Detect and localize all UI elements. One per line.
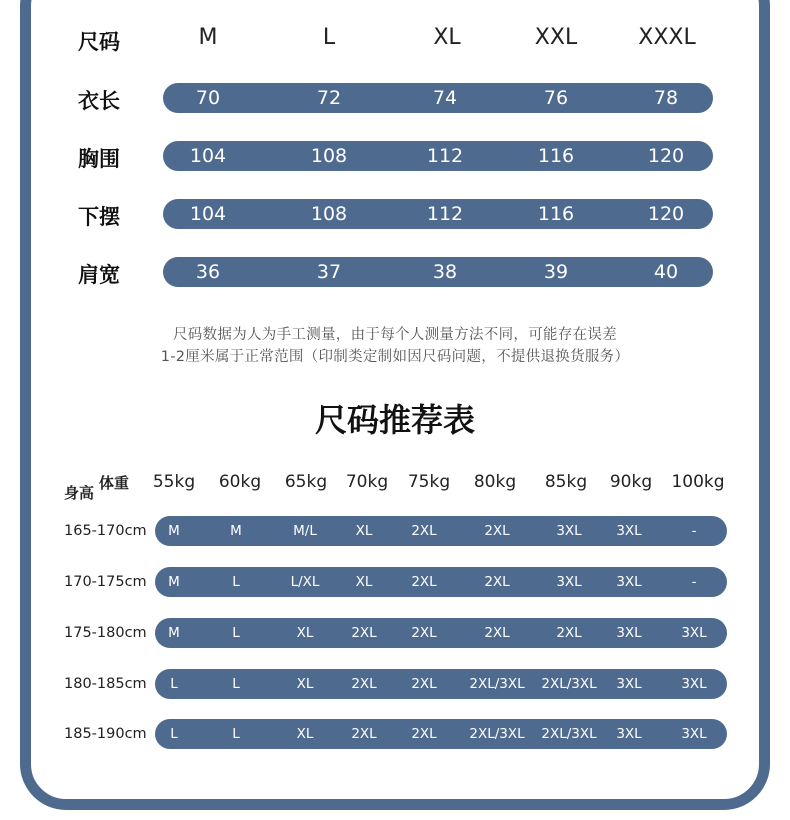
size-header: XXXL <box>638 25 696 50</box>
size-cell: 3XL <box>681 726 707 742</box>
size-cell: 3XL <box>681 676 707 692</box>
size-cell: 2XL <box>411 574 437 590</box>
weight-header: 90kg <box>609 472 653 492</box>
measure-value: 120 <box>647 203 685 225</box>
weight-header: 65kg <box>284 472 328 492</box>
size-cell: 2XL/3XL <box>541 676 597 692</box>
size-header: M <box>198 25 218 50</box>
size-cell: XL <box>296 676 314 692</box>
size-cell: 3XL <box>556 523 582 539</box>
size-cell: M <box>168 574 180 590</box>
height-label: 175-180cm <box>64 625 147 641</box>
size-cell: 2XL <box>411 676 437 692</box>
size-cell: 3XL <box>616 625 642 641</box>
measurement-note-line1: 尺码数据为人为手工测量，由于每个人测量方法不同，可能存在误差 <box>173 327 617 343</box>
measure-label: 肩宽 <box>78 263 120 287</box>
size-cell: M/L <box>293 523 317 539</box>
measure-value: 40 <box>653 261 679 283</box>
measure-row <box>163 257 713 287</box>
size-cell: L <box>170 726 178 742</box>
size-cell: 3XL <box>616 574 642 590</box>
size-cell: 2XL <box>351 676 377 692</box>
size-cell: L <box>232 726 240 742</box>
measure-row <box>163 141 713 171</box>
size-cell: 3XL <box>681 625 707 641</box>
size-cell: - <box>691 523 697 539</box>
measure-label: 胸围 <box>78 147 120 171</box>
size-cell: 2XL <box>484 625 510 641</box>
measure-value: 112 <box>426 203 464 225</box>
size-cell: 2XL/3XL <box>541 726 597 742</box>
size-cell: L <box>232 574 240 590</box>
measure-value: 112 <box>426 145 464 167</box>
size-header: XL <box>433 25 461 50</box>
size-cell: - <box>691 574 697 590</box>
size-cell: L <box>232 625 240 641</box>
size-cell: 2XL/3XL <box>469 676 525 692</box>
weight-header: 100kg <box>671 472 725 492</box>
size-cell: 2XL <box>411 523 437 539</box>
size-cell: 2XL <box>411 625 437 641</box>
corner-height-label: 身高 <box>64 484 95 502</box>
weight-header: 70kg <box>345 472 389 492</box>
measure-value: 116 <box>537 203 575 225</box>
size-cell: M <box>168 625 180 641</box>
size-cell: XL <box>355 574 373 590</box>
height-label: 165-170cm <box>64 523 147 539</box>
height-label: 185-190cm <box>64 726 147 742</box>
measure-value: 70 <box>195 87 221 109</box>
size-cell: L <box>170 676 178 692</box>
size-cell: XL <box>296 625 314 641</box>
measure-value: 120 <box>647 145 685 167</box>
height-label: 180-185cm <box>64 676 147 692</box>
size-cell: 2XL <box>351 726 377 742</box>
measure-label: 衣长 <box>78 89 120 113</box>
size-cell: M <box>168 523 180 539</box>
size-cell: XL <box>355 523 373 539</box>
weight-header: 55kg <box>152 472 196 492</box>
size-cell: L <box>232 676 240 692</box>
measure-value: 36 <box>195 261 221 283</box>
recommend-title: 尺码推荐表 <box>314 401 475 439</box>
size-cell: 3XL <box>616 676 642 692</box>
recommend-row <box>155 669 727 699</box>
size-cell: 2XL <box>484 574 510 590</box>
weight-header: 75kg <box>407 472 451 492</box>
size-cell: M <box>230 523 242 539</box>
weight-header: 80kg <box>473 472 517 492</box>
size-cell: 2XL/3XL <box>469 726 525 742</box>
corner-weight-label: 体重 <box>99 474 130 492</box>
measure-value: 108 <box>310 145 348 167</box>
measure-label: 下摆 <box>78 205 120 229</box>
recommend-row <box>155 719 727 749</box>
measure-value: 78 <box>653 87 679 109</box>
measure-value: 39 <box>543 261 569 283</box>
measure-value: 104 <box>189 145 227 167</box>
size-header: L <box>322 25 336 50</box>
size-corner-label: 尺码 <box>78 30 120 54</box>
height-label: 170-175cm <box>64 574 147 590</box>
measurement-note-line2: 1-2厘米属于正常范围（印制类定制如因尺码问题，不提供退换货服务） <box>160 349 630 365</box>
size-cell: 3XL <box>556 574 582 590</box>
recommend-row <box>155 618 727 648</box>
size-cell: 2XL <box>351 625 377 641</box>
measure-value: 116 <box>537 145 575 167</box>
recommend-row <box>155 516 727 546</box>
size-cell: 3XL <box>616 726 642 742</box>
measure-value: 38 <box>432 261 458 283</box>
size-cell: 2XL <box>411 726 437 742</box>
size-cell: 2XL <box>556 625 582 641</box>
size-cell: 2XL <box>484 523 510 539</box>
weight-header: 85kg <box>544 472 588 492</box>
measure-value: 72 <box>316 87 342 109</box>
measure-value: 37 <box>316 261 342 283</box>
size-cell: 3XL <box>616 523 642 539</box>
measure-value: 108 <box>310 203 348 225</box>
size-cell: L/XL <box>290 574 320 590</box>
weight-header: 60kg <box>218 472 262 492</box>
measure-value: 76 <box>543 87 569 109</box>
measure-value: 104 <box>189 203 227 225</box>
measure-value: 74 <box>432 87 458 109</box>
measure-row <box>163 199 713 229</box>
size-cell: XL <box>296 726 314 742</box>
size-header: XXL <box>534 25 578 50</box>
recommend-row <box>155 567 727 597</box>
measure-row <box>163 83 713 113</box>
